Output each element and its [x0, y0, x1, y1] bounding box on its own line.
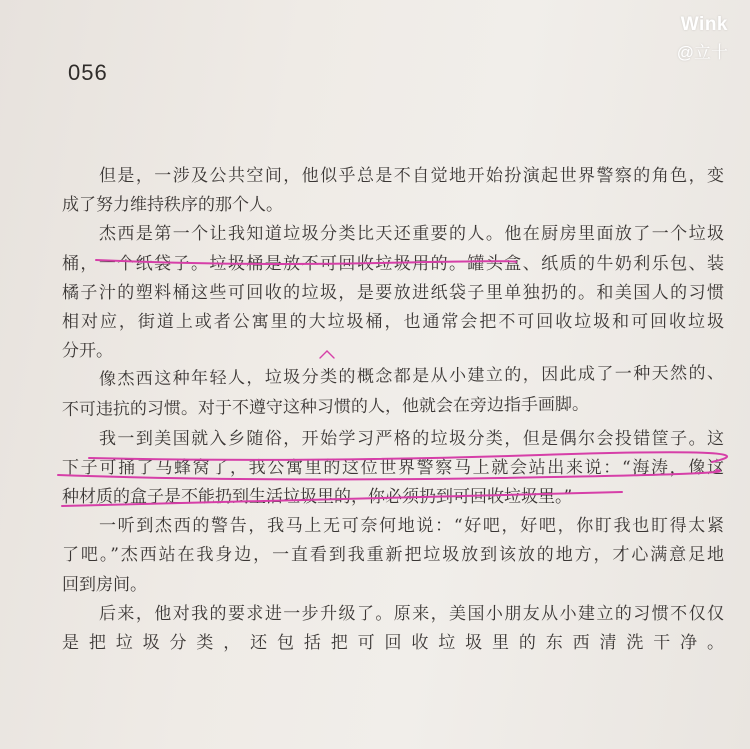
- text-line: 是把垃圾分类，还包括把可回收垃圾里的东西清洗干净。: [62, 633, 724, 653]
- text-line: 一听到杰西的警告，我马上无可奈何地说：“好吧，好吧，你盯我也盯得太紧: [99, 516, 724, 537]
- text-line: 但是，一涉及公共空间，他似乎总是不自觉地开始扮演起世界警察的角色，变: [99, 166, 724, 186]
- watermark-brand: Wink: [680, 14, 728, 35]
- text-line: 桶，一个纸袋子。垃圾桶是放不可回收垃圾用的。罐头盒、纸质的牛奶利乐包、装: [62, 253, 724, 274]
- text-line: 分开。: [62, 341, 113, 362]
- text-line: 回到房间。: [62, 574, 147, 595]
- text-line: 后来，他对我的要求进一步升级了。原来，美国小朋友从小建立的习惯不仅仅: [99, 603, 724, 624]
- text-line: 像杰西这种年轻人，垃圾分类的概念都是从小建立的，因此成了一种天然的、: [98, 363, 725, 390]
- text-line: 我一到美国就入乡随俗，开始学习严格的垃圾分类，但是偶尔会投错筐子。这: [99, 428, 724, 449]
- watermark: [677, 14, 728, 63]
- text-line: 相对应，街道上或者公寓里的大垃圾桶，也通常会把不可回收垃圾和可回收垃圾: [62, 311, 724, 332]
- text-line: 杰西是第一个让我知道垃圾分类比天还重要的人。他在厨房里面放了一个垃圾: [99, 224, 724, 245]
- body-text: [62, 162, 724, 658]
- watermark-handle: @立十: [676, 43, 728, 62]
- text-line: 不可违抗的习惯。对于不遵守这种习惯的人，他就会在旁边指手画脚。: [61, 393, 590, 420]
- text-line: 成了努力维持秩序的那个人。: [62, 195, 283, 216]
- page-number: 056: [68, 60, 108, 85]
- text-line: 橘子汁的塑料桶这些可回收的垃圾，是要放进纸袋子里单独扔的。和美国人的习惯: [62, 282, 724, 303]
- text-line: 种材质的盒子是不能扔到生活垃圾里的，你必须扔到可回收垃圾里。”: [62, 487, 573, 508]
- text-line: 下子可捅了马蜂窝了，我公寓里的这位世界警察马上就会站出来说：“海涛，像这: [62, 457, 724, 478]
- text-line: 了吧。”杰西站在我身边，一直看到我重新把垃圾放到该放的地方，才心满意足地: [62, 545, 724, 566]
